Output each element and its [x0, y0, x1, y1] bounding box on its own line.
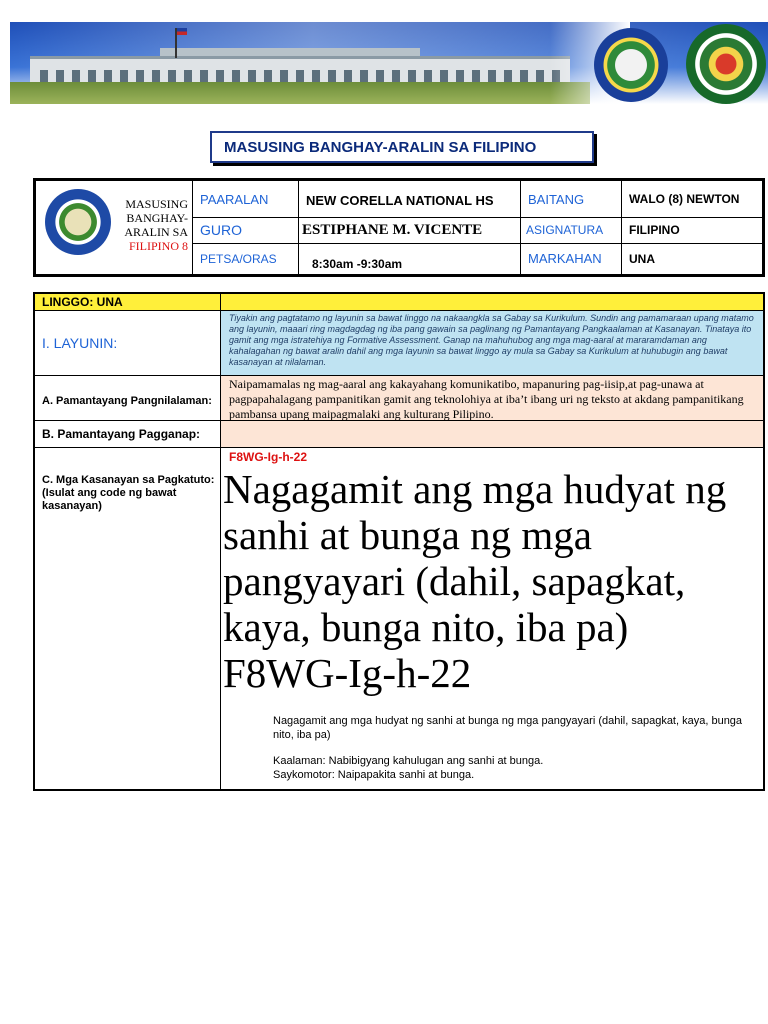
division-seal-logo: [686, 24, 766, 104]
header-table: [33, 178, 765, 277]
guro-label: GURO: [200, 222, 242, 238]
baitang-label: BAITANG: [528, 191, 585, 207]
week-value-cell: [221, 294, 763, 310]
kasanayan-row: [35, 448, 763, 791]
logo-caption: [114, 197, 188, 253]
paaralan-label: PAARALAN: [200, 191, 269, 207]
pagganap-label: B. Pamantayang Pagganap:: [35, 421, 221, 447]
competency-heading: Nagagamit ang mga hudyat ng sanhi at bunga ng mga pangyayari (dahil, sapagkat, kaya, bunga nito, iba pa) F8WG-Ig-h-22: [223, 466, 727, 696]
competency-notes: [273, 714, 757, 782]
logo-line-1: MASUSING: [125, 197, 188, 211]
kaalaman-text: Kaalaman: Nabibigyang kahulugan ang sanhi at bunga.: [273, 755, 544, 767]
pangnilalaman-label: A. Pamantayang Pangnilalaman:: [35, 376, 221, 420]
school-logo: [45, 189, 111, 255]
logo-line-2: BANGHAY-: [126, 211, 188, 225]
competency-code: F8WG-Ig-h-22: [229, 450, 307, 464]
page-title: MASUSING BANGHAY-ARALIN SA FILIPINO: [210, 131, 594, 163]
pangnilalaman-text: Naipamamalas ng mag-aaral ang kakayahang komunikatibo, mapanuring pag-iisip,at pag-unawa at pagpapahalagang pampanitikan gamit ang teknolohiya at iba’t ibang uri ng teksto at akdang pampanitikang pambansa upang maipagmalaki ang kulturang Pilipino.: [221, 376, 763, 420]
competency-note: Nagagamit ang mga hudyat ng sanhi at bunga ng mga pangyayari (dahil, sapagkat, kaya, bunga nito, iba pa): [273, 715, 743, 741]
school-seal-logo: [594, 28, 668, 102]
petsa-label: PETSA/ORAS: [200, 251, 277, 266]
asignatura-value: FILIPINO: [629, 223, 680, 237]
lesson-plan-table: [33, 292, 765, 791]
banner-ground: [10, 82, 590, 104]
markahan-value: UNA: [629, 251, 655, 266]
flag-icon: [177, 28, 187, 35]
markahan-label: MARKAHAN: [528, 251, 602, 266]
week-row: [35, 294, 763, 311]
logo-cell: [36, 181, 193, 274]
petsa-value: 8:30am -9:30am: [312, 256, 403, 271]
logo-line-3: ARALIN SA: [124, 225, 188, 239]
layunin-label: I. LAYUNIN:: [35, 311, 221, 375]
baitang-value: WALO (8) NEWTON: [629, 192, 740, 206]
paaralan-value: NEW CORELLA NATIONAL HS: [306, 192, 494, 208]
guro-value: ESTIPHANE M. VICENTE: [302, 221, 483, 238]
kasanayan-label: C. Mga Kasanayan sa Pagkatuto: (Isulat ang code ng bawat kasanayan): [35, 448, 221, 791]
saykomotor-text: Saykomotor: Naipapakita sanhi at bunga.: [273, 769, 475, 781]
pagganap-value-cell: [221, 421, 763, 447]
kasanayan-cell: [221, 448, 763, 791]
pagganap-row: [35, 421, 763, 448]
week-label: LINGGO: UNA: [35, 294, 221, 310]
layunin-row: [35, 311, 763, 376]
layunin-text: Tiyakin ang pagtatamo ng layunin sa bawat linggo na nakaangkla sa Gabay sa Kurikulum. Sundin ang pamamaraan upang matamo ang layunin, maaari ring magdagdag ng iba pang gawain sa paglinang ng Pamantayang Pangkaalaman at Kasanayan. Tinataya ito gamit ang mga istratehiya ng Formative Assessment. Ganap na mahuhubog ang mga mag-aaral at mararamdaman ang kahalagahan ng bawat aralin dahil ang mga layunin sa bawat linggo ay mula sa Gabay sa Kurikulum at huhubugin ang bawat kasanayan at nilalaman.: [221, 311, 763, 375]
logo-line-4: FILIPINO 8: [129, 239, 188, 253]
pangnilalaman-row: [35, 376, 763, 421]
asignatura-label: ASIGNATURA: [526, 223, 604, 237]
